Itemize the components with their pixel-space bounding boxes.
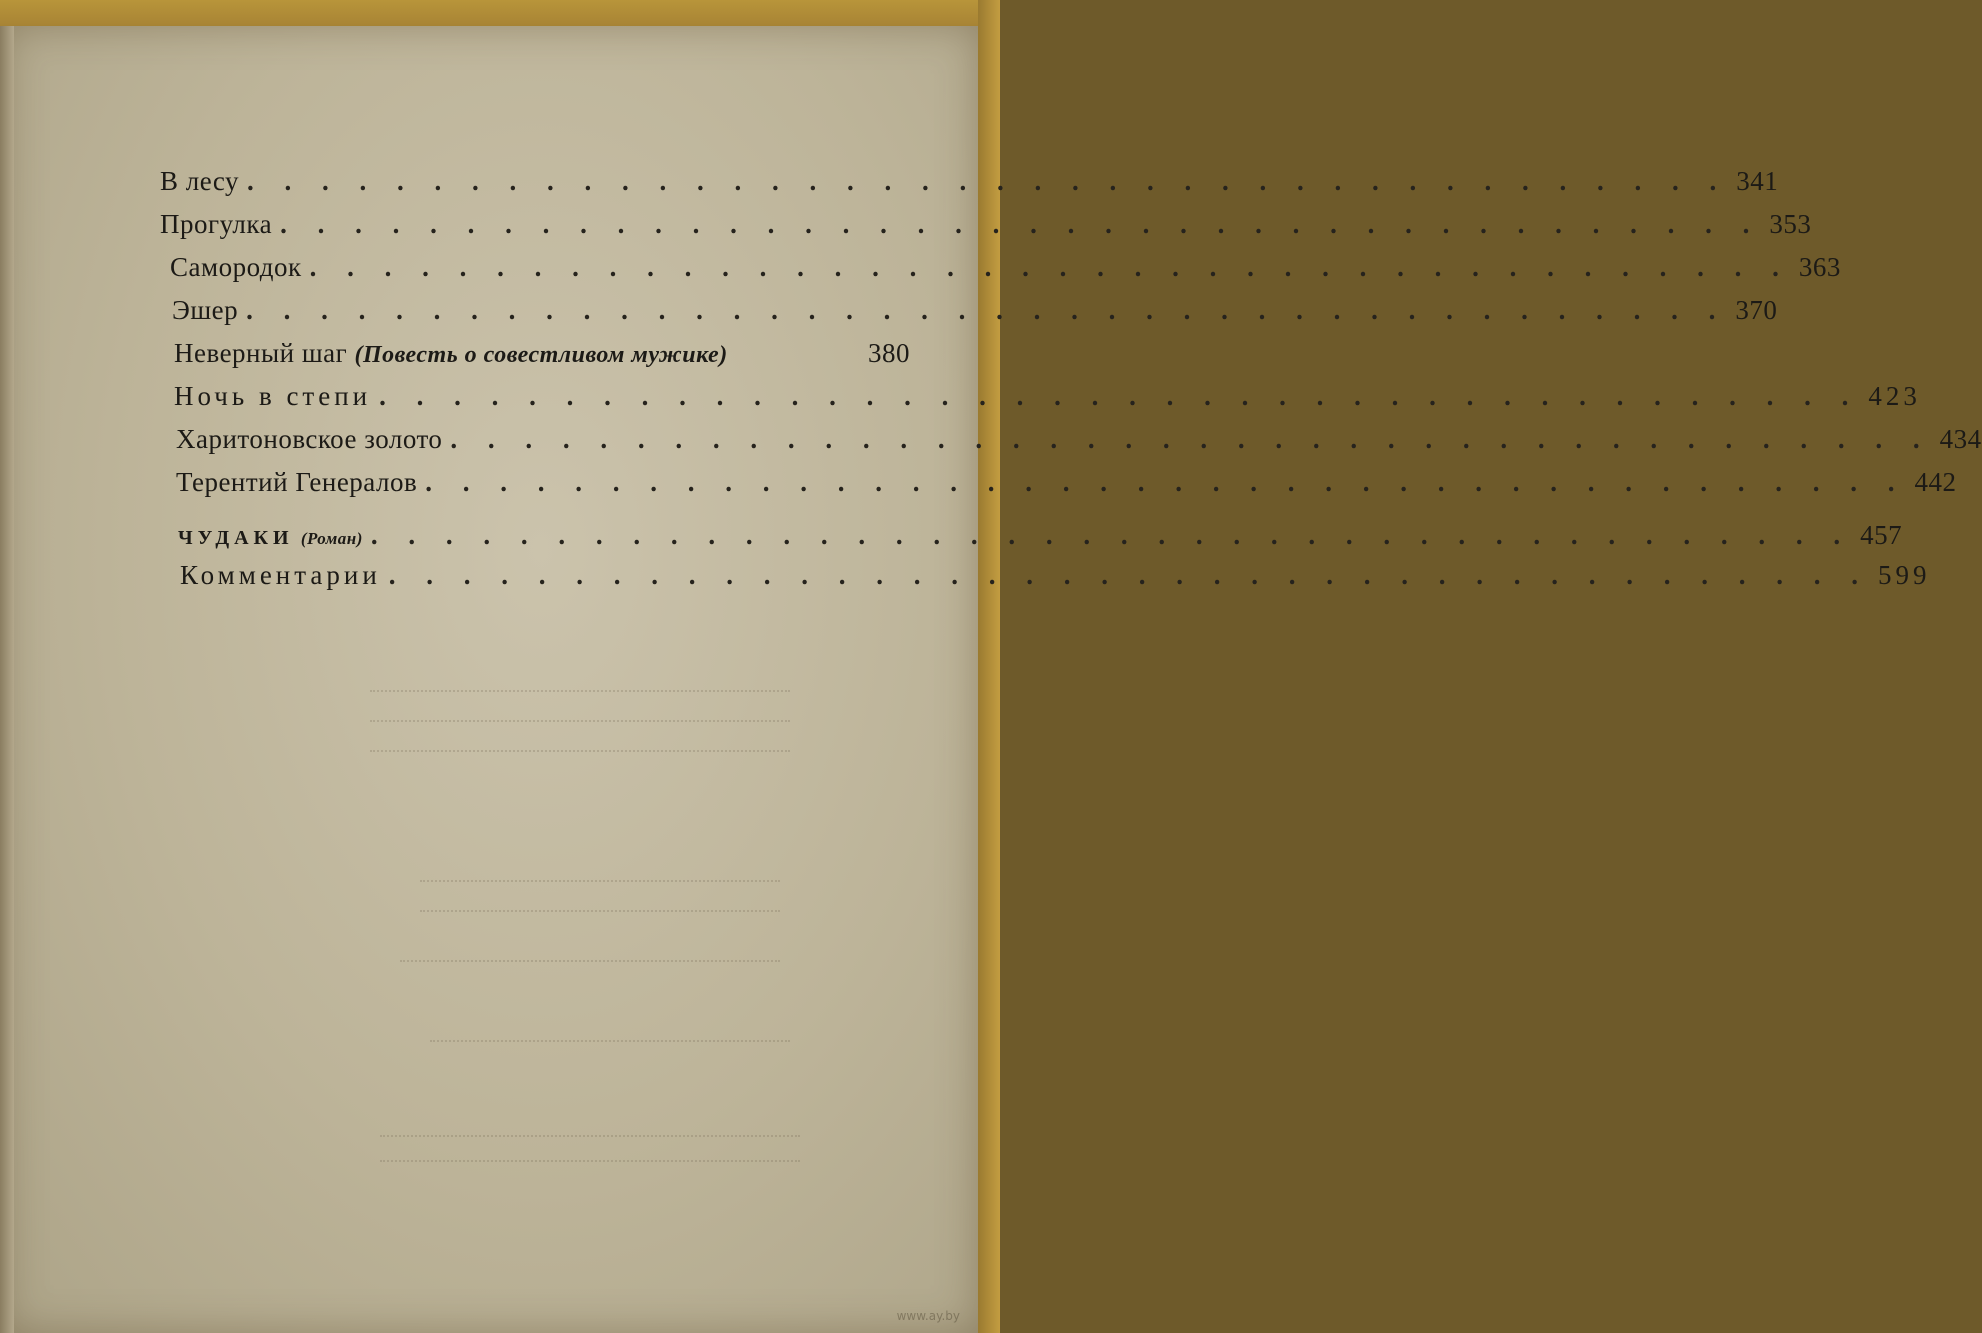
toc-entry-page: 442	[1914, 467, 1957, 497]
toc-entry-title	[178, 520, 363, 551]
toc-entry	[160, 467, 1957, 510]
toc-entry-title: Прогулка	[160, 209, 273, 239]
book-cover-right	[978, 0, 1000, 1333]
toc-entry-main: Неверный шаг	[174, 338, 348, 368]
toc-entry-main: ЧУДАКИ	[178, 526, 294, 549]
show-through-line	[370, 690, 790, 702]
show-through-line	[430, 1040, 790, 1052]
toc-entry-page: 341	[1736, 166, 1779, 196]
toc-entry-page: 380	[868, 338, 910, 368]
show-through-line	[380, 1135, 800, 1147]
toc-entry-title: Эшер	[172, 295, 239, 325]
toc-leader-dots: . . . . . . . . . . . . . . . . . . . . . . . . . . . . . . . . . . . . . . . .	[379, 381, 1861, 411]
show-through-line	[380, 1160, 800, 1172]
toc-entry-page: 599	[1878, 560, 1931, 590]
toc-entry	[160, 424, 1982, 467]
toc-leader-dots: . . . . . . . . . . . . . . . . . . . . . . . . . . . . . . . . . . . . . . . .	[370, 519, 1853, 550]
toc-entry-subtitle: (Повесть о совестливом мужике)	[354, 342, 728, 368]
toc-leader-dots: . . . . . . . . . . . . . . . . . . . . . . . . . . . . . . . . . . . . . . . .	[246, 295, 1728, 325]
toc-entry-page: 457	[1860, 519, 1903, 550]
toc-entry-title: Харитоновское золото	[176, 424, 443, 454]
toc-entry	[160, 560, 1931, 603]
toc-leader-dots: . . . . . . . . . . . . . . . . . . . . . . . . . . . . . . . . . . . . . . . .	[425, 467, 1907, 497]
toc-leader-dots: . . . . . . . . . . . . . . . . . . . . . . . . . . . . . . . . . . . . . . . .	[388, 560, 1871, 590]
toc-entry	[160, 166, 1779, 209]
toc-entry	[160, 381, 1921, 424]
show-through-line	[370, 720, 790, 732]
toc-entry-page: 434	[1939, 424, 1982, 454]
show-through-line	[420, 880, 780, 892]
toc-leader-dots: . . . . . . . . . . . . . . . . . . . . . . . . . . . . . . . . . . . . . . . .	[280, 209, 1762, 239]
toc-entry-title: Ночь в степи	[174, 381, 372, 411]
toc-entry-title: Терентий Генералов	[176, 467, 418, 497]
toc-entry	[160, 209, 1812, 252]
toc-entry-title: Комментарии	[180, 560, 381, 590]
toc-entry	[160, 510, 1903, 560]
toc-leader-dots: . . . . . . . . . . . . . . . . . . . . . . . . . . . . . . . . . . . . . . . .	[450, 424, 1932, 454]
toc-entry-page: 353	[1769, 209, 1812, 239]
toc-leader-dots: . . . . . . . . . . . . . . . . . . . . . . . . . . . . . . . . . . . . . . . .	[247, 166, 1729, 196]
toc-leader-dots: . . . . . . . . . . . . . . . . . . . . . . . . . . . . . . . . . . . . . . . .	[309, 252, 1791, 282]
toc-entry-page: 423	[1868, 381, 1921, 411]
show-through-line	[400, 960, 780, 972]
toc-entry	[160, 295, 1778, 338]
toc-entry-page: 370	[1735, 295, 1778, 325]
watermark: www.ay.by	[896, 1309, 960, 1323]
toc-entry	[160, 252, 1841, 295]
show-through-line	[370, 750, 790, 762]
toc-entry-title	[174, 338, 728, 369]
toc-entry	[160, 338, 910, 381]
toc-entry-title: Самородок	[170, 252, 302, 282]
page-spine-edge	[0, 26, 14, 1333]
toc-entry-subtitle: (Роман)	[300, 528, 363, 548]
show-through-line	[420, 910, 780, 922]
table-of-contents	[160, 166, 1982, 603]
toc-entry-page: 363	[1798, 252, 1841, 282]
toc-entry-title: В лесу	[160, 166, 240, 196]
